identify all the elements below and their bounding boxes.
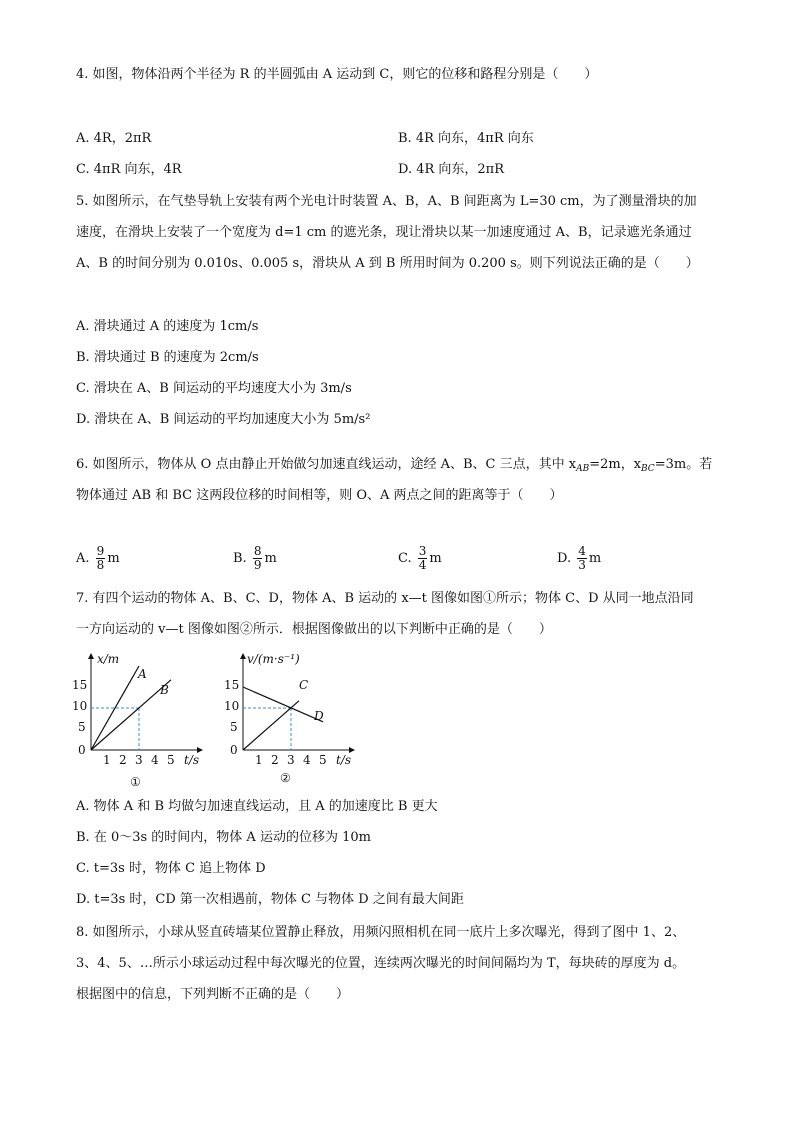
g1-ytick-10: 10 bbox=[72, 699, 88, 713]
g1-xtick-3: 3 bbox=[135, 753, 143, 767]
q5-option-a: A. 滑块通过 A 的速度为 1cm/s bbox=[76, 319, 259, 334]
q6-line2: 物体通过 AB 和 BC 这两段位移的时间相等，则 O、A 两点之间的距离等于（ ） bbox=[76, 488, 563, 503]
g1-xtick-1: 1 bbox=[103, 753, 111, 767]
g2-series-d-line bbox=[243, 687, 323, 722]
q6-b-num: 8 bbox=[253, 544, 262, 558]
g1-label-a: A bbox=[138, 667, 147, 681]
q6-line1-b: =2m，x bbox=[589, 457, 642, 472]
g1-xtick-2: 2 bbox=[119, 753, 127, 767]
graph-1-xt bbox=[70, 646, 210, 796]
g1-ylabel: x/m bbox=[97, 652, 120, 666]
q6-line1-a: 6. 如图所示，物体从 O 点由静止开始做匀加速直线运动，途经 A、B、C 三点，其中 x bbox=[76, 457, 577, 472]
q8-line2: 3、4、5、…所示小球运动过程中每次曝光的位置，连续两次曝光的时间间隔均为 T，每块砖的厚度为 d。 bbox=[76, 956, 686, 971]
g2-xtick-3: 3 bbox=[287, 753, 295, 767]
g2-ytick-0: 0 bbox=[230, 743, 238, 757]
g2-ylabel: v/(m·s⁻¹) bbox=[247, 652, 300, 666]
g2-xtick-5: 5 bbox=[319, 753, 327, 767]
q6-sub-bc: BC bbox=[641, 464, 655, 474]
q6-d-num: 4 bbox=[578, 544, 586, 558]
q6-d-den: 3 bbox=[578, 558, 586, 572]
g2-xtick-1: 1 bbox=[255, 753, 263, 767]
q6-a-den: 8 bbox=[96, 558, 105, 572]
q7-option-a: A. 物体 A 和 B 均做匀加速直线运动，且 A 的加速度比 B 更大 bbox=[76, 799, 438, 814]
q6-line1 bbox=[76, 456, 712, 478]
q6-option-a bbox=[76, 545, 120, 572]
q7-option-d: D. t=3s 时，CD 第一次相遇前，物体 C 与物体 D 之间有最大间距 bbox=[76, 892, 464, 907]
g2-caption: ② bbox=[280, 771, 291, 785]
g1-caption: ① bbox=[130, 775, 141, 789]
q6-option-d bbox=[557, 545, 601, 572]
q8-line3: 根据图中的信息，下列判断不正确的是（ ） bbox=[76, 987, 350, 1002]
q5-option-c: C. 滑块在 A、B 间运动的平均速度大小为 3m/s bbox=[76, 381, 352, 396]
q7-option-c: C. t=3s 时，物体 C 追上物体 D bbox=[76, 861, 266, 876]
q6-option-c bbox=[398, 545, 442, 572]
q4-option-b: B. 4R 向东，4πR 向东 bbox=[398, 131, 534, 146]
q6-line1-c: =3m。若 bbox=[654, 457, 713, 472]
graph-2-vt bbox=[222, 646, 362, 796]
q8-line1: 8. 如图所示，小球从竖直砖墙某位置静止释放，用频闪照相机在同一底片上多次曝光，得到了图中 1、2、 bbox=[76, 925, 686, 940]
g2-ytick-10: 10 bbox=[224, 699, 240, 713]
g2-label-d: D bbox=[314, 709, 324, 723]
g2-ytick-15: 15 bbox=[224, 678, 240, 692]
q6-c-num: 3 bbox=[418, 544, 427, 558]
q6-d-fraction bbox=[577, 545, 587, 572]
g1-series-b-line bbox=[91, 680, 171, 750]
q6-a-unit: m bbox=[107, 551, 120, 566]
q4-stem: 4. 如图，物体沿两个半径为 R 的半圆弧由 A 运动到 C，则它的位移和路程分别是（ ） bbox=[76, 67, 598, 82]
g1-ytick-0: 0 bbox=[78, 743, 86, 757]
q7-line2: 一方向运动的 v—t 图像如图②所示．根据图像做出的以下判断中正确的是（ ） bbox=[76, 622, 552, 637]
g2-ytick-5: 5 bbox=[230, 720, 238, 734]
q4-option-c: C. 4πR 向东，4R bbox=[76, 162, 182, 177]
q4-option-d: D. 4R 向东，2πR bbox=[398, 162, 505, 177]
q4-option-a: A. 4R，2πR bbox=[76, 131, 152, 146]
q6-d-unit: m bbox=[588, 551, 602, 566]
q5-line1: 5. 如图所示，在气垫导轨上安装有两个光电计时装置 A、B，A、B 间距离为 L=30 cm，为了测量滑块的加 bbox=[76, 194, 697, 209]
q6-c-fraction bbox=[418, 545, 428, 572]
g2-xtick-4: 4 bbox=[303, 753, 311, 767]
q5-option-d: D. 滑块在 A、B 间运动的平均加速度大小为 5m/s² bbox=[76, 412, 371, 427]
g1-ytick-15: 15 bbox=[72, 678, 88, 692]
g2-xlabel: t/s bbox=[336, 753, 352, 767]
g2-label-c: C bbox=[299, 678, 309, 692]
q5-line3: A、B 的时间分别为 0.010s、0.005 s，滑块从 A 到 B 所用时间为 0.200 s。则下列说法正确的是（ ） bbox=[76, 256, 699, 271]
q5-line2: 速度，在滑块上安装了一个宽度为 d=1 cm 的遮光条，现让滑块以某一加速度通过 A、B，记录遮光条通过 bbox=[76, 225, 692, 240]
g1-xtick-4: 4 bbox=[151, 753, 159, 767]
q6-a-fraction bbox=[96, 545, 106, 572]
q6-c-den: 4 bbox=[418, 558, 427, 572]
q6-d-label: D. bbox=[557, 551, 572, 566]
q6-a-num: 9 bbox=[96, 544, 105, 558]
q6-sub-ab: AB bbox=[576, 464, 590, 474]
q6-a-label: A. bbox=[76, 551, 90, 566]
q6-b-label: B. bbox=[233, 551, 247, 566]
q5-option-b: B. 滑块通过 B 的速度为 2cm/s bbox=[76, 350, 259, 365]
q6-b-fraction bbox=[253, 545, 263, 572]
q6-c-unit: m bbox=[429, 551, 442, 566]
q6-b-den: 9 bbox=[253, 558, 262, 572]
g1-xtick-5: 5 bbox=[167, 753, 175, 767]
q6-b-unit: m bbox=[264, 551, 277, 566]
q7-line1: 7. 有四个运动的物体 A、B、C、D，物体 A、B 运动的 x—t 图像如图①所示；物体 C、D 从同一地点沿同 bbox=[76, 591, 694, 606]
q6-option-b bbox=[233, 545, 277, 572]
g1-ytick-5: 5 bbox=[78, 720, 86, 734]
g2-xtick-2: 2 bbox=[271, 753, 279, 767]
g1-label-b: B bbox=[160, 683, 169, 697]
q6-c-label: C. bbox=[398, 551, 412, 566]
g1-xlabel: t/s bbox=[184, 753, 200, 767]
q7-option-b: B. 在 0～3s 的时间内，物体 A 运动的位移为 10m bbox=[76, 830, 371, 845]
